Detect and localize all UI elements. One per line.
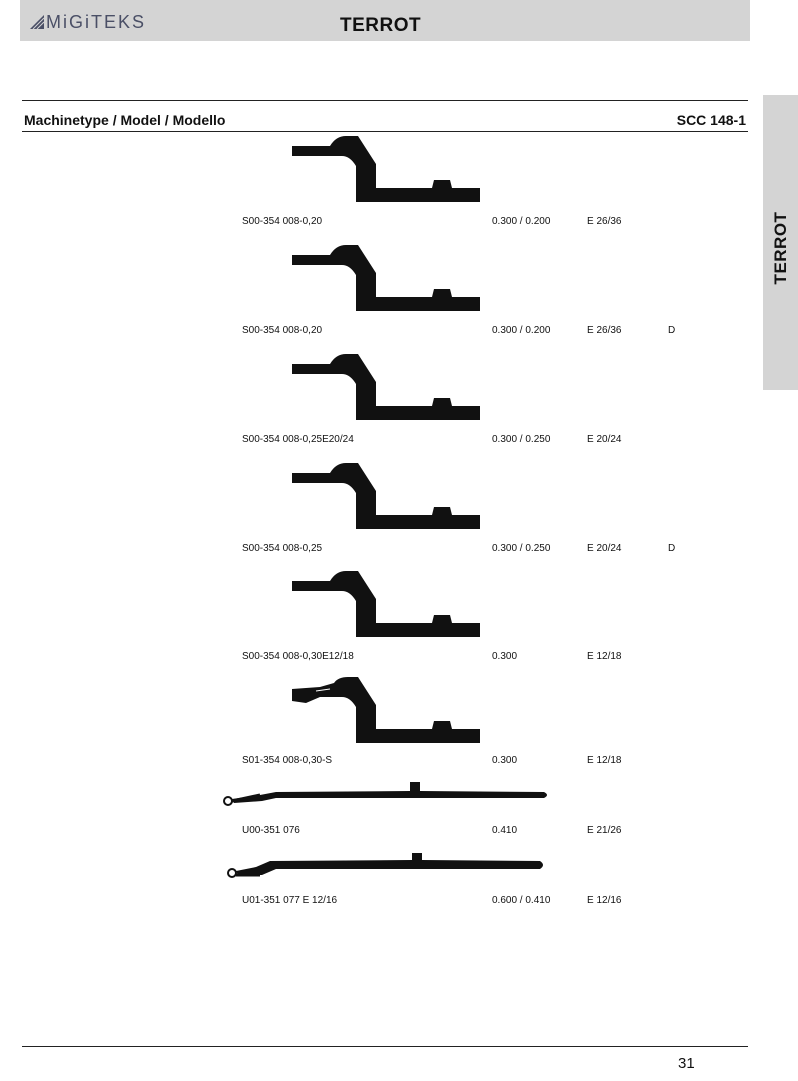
brand-title: TERROT: [340, 15, 422, 36]
part-gauge: 0.600 / 0.410: [492, 895, 551, 906]
part-note: D: [668, 325, 676, 336]
part-code: S00-354 008-0,25: [242, 543, 323, 554]
part-code: S00-354 008-0,20: [242, 325, 323, 336]
needle-profile-icon: [222, 851, 550, 885]
part-code: S00-354 008-0,30E12/18: [242, 651, 354, 662]
part-fineness: E 20/24: [587, 434, 622, 445]
part-gauge: 0.300: [492, 755, 518, 766]
part-fineness: E 12/18: [587, 755, 622, 766]
model-label: Machinetype / Model / Modello: [24, 112, 226, 128]
part-fineness: E 26/36: [587, 325, 622, 336]
part-gauge: 0.300: [492, 651, 518, 662]
section-top-rule: [22, 100, 748, 101]
part-code: U00-351 076: [242, 825, 300, 836]
part-code: S01-354 008-0,30-S: [242, 755, 333, 766]
part-gauge: 0.300 / 0.250: [492, 434, 551, 445]
page-number: 31: [678, 1055, 695, 1072]
part-note: D: [668, 543, 676, 554]
sinker-profile-icon: [290, 463, 482, 531]
sinker-profile-icon: [290, 245, 482, 313]
logo-text: MiGiTEKS: [46, 11, 147, 32]
part-code: S00-354 008-0,20: [242, 216, 323, 227]
sinker-profile-icon: [290, 571, 482, 639]
needle-profile-icon: [220, 779, 552, 809]
part-fineness: E 20/24: [587, 543, 622, 554]
part-fineness: E 12/16: [587, 895, 622, 906]
part-fineness: E 21/26: [587, 825, 622, 836]
part-code: S00-354 008-0,25E20/24: [242, 434, 354, 445]
brand-logo: [30, 8, 146, 36]
section-bottom-rule: [22, 131, 748, 132]
part-fineness: E 12/18: [587, 651, 622, 662]
logo-mark-icon: [30, 15, 44, 29]
part-fineness: E 26/36: [587, 216, 622, 227]
part-gauge: 0.300 / 0.200: [492, 325, 551, 336]
part-gauge: 0.410: [492, 825, 518, 836]
part-gauge: 0.300 / 0.200: [492, 216, 551, 227]
side-tab-label: TERROT: [771, 211, 790, 285]
part-code: U01-351 077 E 12/16: [242, 895, 338, 906]
footer-rule: [22, 1046, 748, 1047]
part-gauge: 0.300 / 0.250: [492, 543, 551, 554]
sinker-profile-icon: [290, 354, 482, 422]
sinker-profile-icon: [290, 136, 482, 204]
model-code: SCC 148-1: [676, 112, 746, 128]
sinker-profile-icon: [290, 677, 482, 745]
